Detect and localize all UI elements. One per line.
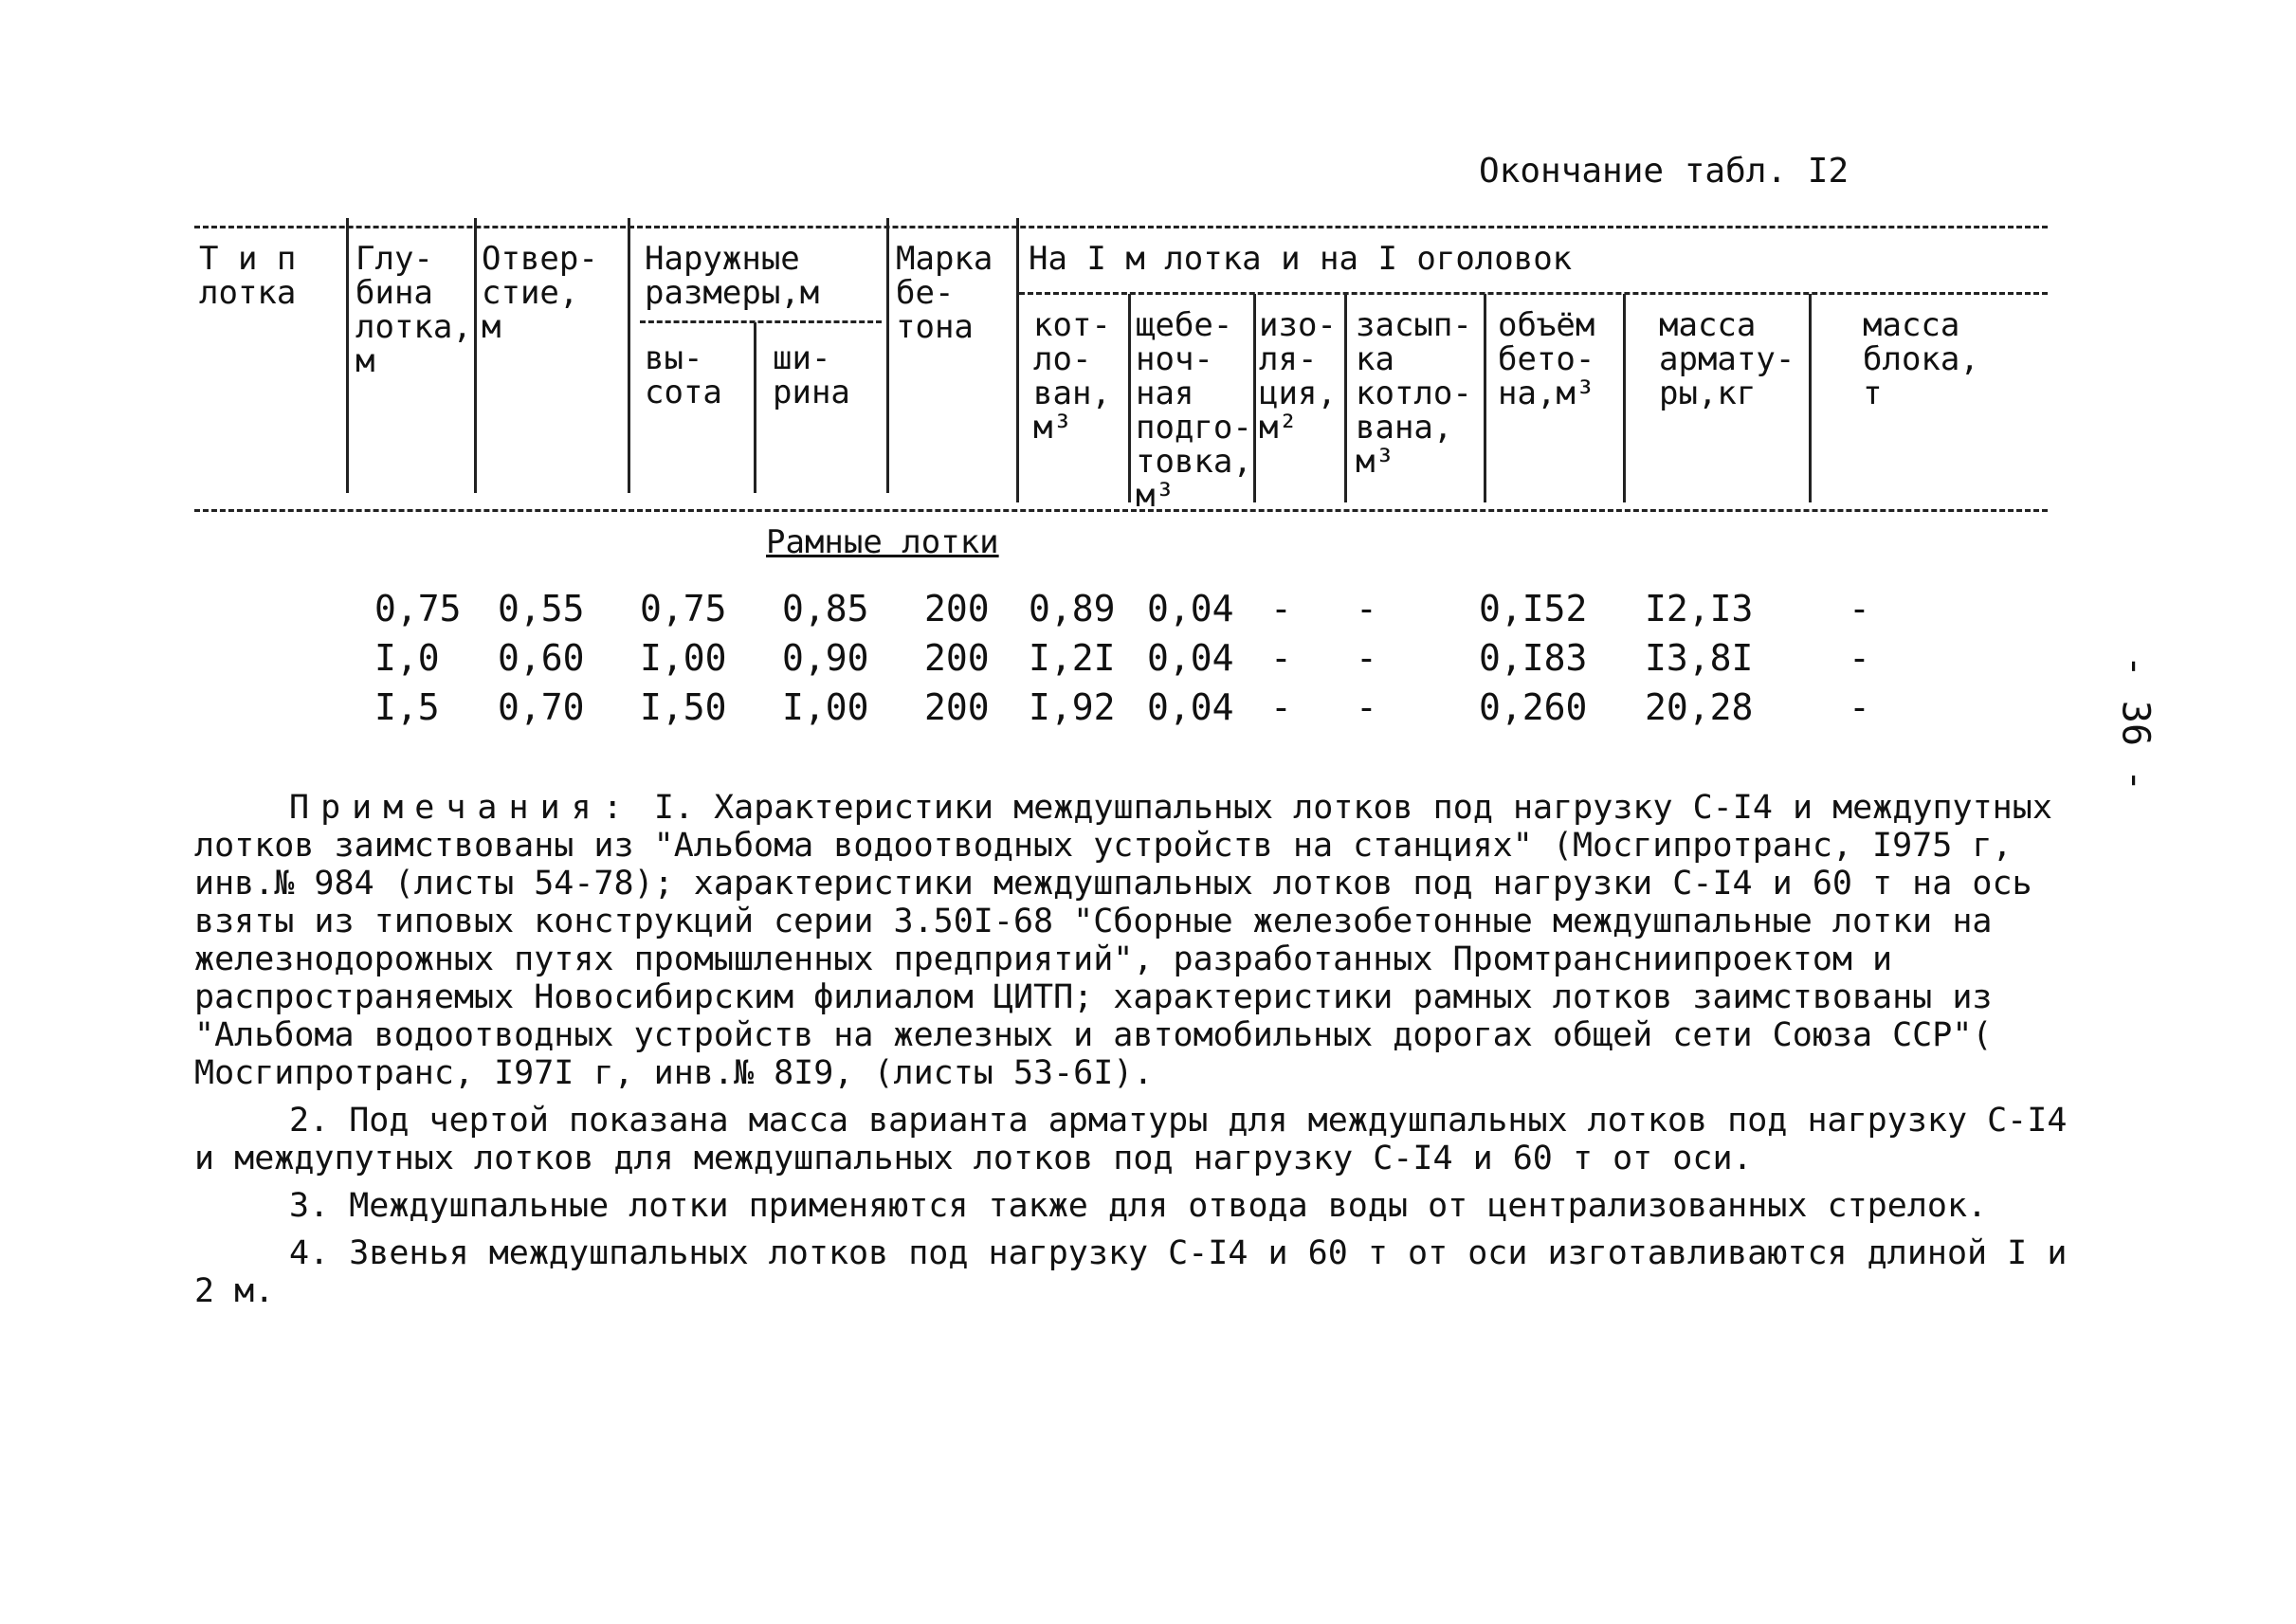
col-divider <box>628 218 630 493</box>
col-divider <box>1253 294 1256 502</box>
header-concrete-volume: объём бето- на,м³ <box>1498 306 1595 412</box>
col-divider <box>346 218 349 493</box>
header-concrete-grade: Марка бе- тона <box>896 240 993 346</box>
col-divider <box>886 218 889 493</box>
note-1-text: I. Характеристики междушпальных лотков под нагрузку С-I4 и междупутных лотков заимствованы из "Альбома водоотводных устройств на станциях" (Мосгипротранс, I975 г, инв.№ 984 (листы 54-78); характеристики междушпальных лотков под нагрузки С-I4 и 60 т на ось взяты из типовых конструкций серии 3.50I-68 "Сборные железобетонные междушпальные лотки на железнодорожных путях промышленных предприятий", разработанных Промтрансниипроектом и распространяемых Новосибирским филиалом ЦИТП; характеристики рамных лотков заимствованы из "Альбома водоотводных устройств на железных и автомобильных дорогах общей сети Союза ССР"( Мосгипротранс, I97I г, инв.№ 8I9, (листы 53-6I). <box>194 789 2052 1092</box>
header-outer-size: Наружные размеры,м <box>645 240 820 312</box>
col-divider <box>1344 294 1347 502</box>
header-group: На I м лотка и на I оголовок <box>1029 240 1573 278</box>
note-1 <box>194 789 2071 1092</box>
header-depth: Глу- бина лотка, м <box>355 240 472 380</box>
note-2: 2. Под чертой показана масса варианта арматуры для междушпальных лотков под нагрузку С-I4 и междупутных лотков для междушпальных лотков под нагрузку С-I4 и 60 т от оси. <box>194 1102 2068 1177</box>
header-pit: кот- ло- ван, м³ <box>1033 306 1111 447</box>
header-backfill: засып- ка котло- вана, м³ <box>1356 306 1472 481</box>
header-block-mass: масса блока, т <box>1863 306 1979 412</box>
notes <box>194 789 2071 1320</box>
header-type: Т и п лотка <box>199 240 297 312</box>
table-header-bottom-rule <box>194 509 2048 512</box>
col-divider <box>1128 294 1131 502</box>
notes-heading: Примечания: <box>289 789 634 827</box>
table-caption: Окончание табл. I2 <box>1479 152 1850 191</box>
col-divider <box>1016 218 1019 502</box>
header-gravel: щебе- ноч- ная подго- товка, м³ <box>1136 306 1252 515</box>
col-divider <box>1809 294 1812 502</box>
col-divider <box>1484 294 1486 502</box>
col-divider <box>1623 294 1626 502</box>
col-divider <box>754 322 756 493</box>
note-3: 3. Междушпальные лотки применяются также для отвода воды от централизованных стрелок. <box>289 1187 1988 1225</box>
header-rebar-mass: масса армату- ры,кг <box>1659 306 1795 412</box>
page-number: - 36 - <box>2113 654 2158 793</box>
table-top-rule <box>194 226 2048 228</box>
group-subrule <box>1019 292 2048 295</box>
col-divider <box>474 218 477 493</box>
header-height: вы- сота <box>645 339 722 411</box>
header-insulation: изо- ля- ция, м² <box>1259 306 1337 447</box>
header-opening: Отвер- стие, м <box>482 240 598 346</box>
outer-size-subrule <box>640 320 882 323</box>
note-4: 4. Звенья междушпальных лотков под нагрузку С-I4 и 60 т от оси изготавливаются длиной I и 2 м. <box>194 1234 2068 1310</box>
header-width: ши- рина <box>773 339 850 411</box>
section-title: Рамные лотки <box>766 523 999 561</box>
